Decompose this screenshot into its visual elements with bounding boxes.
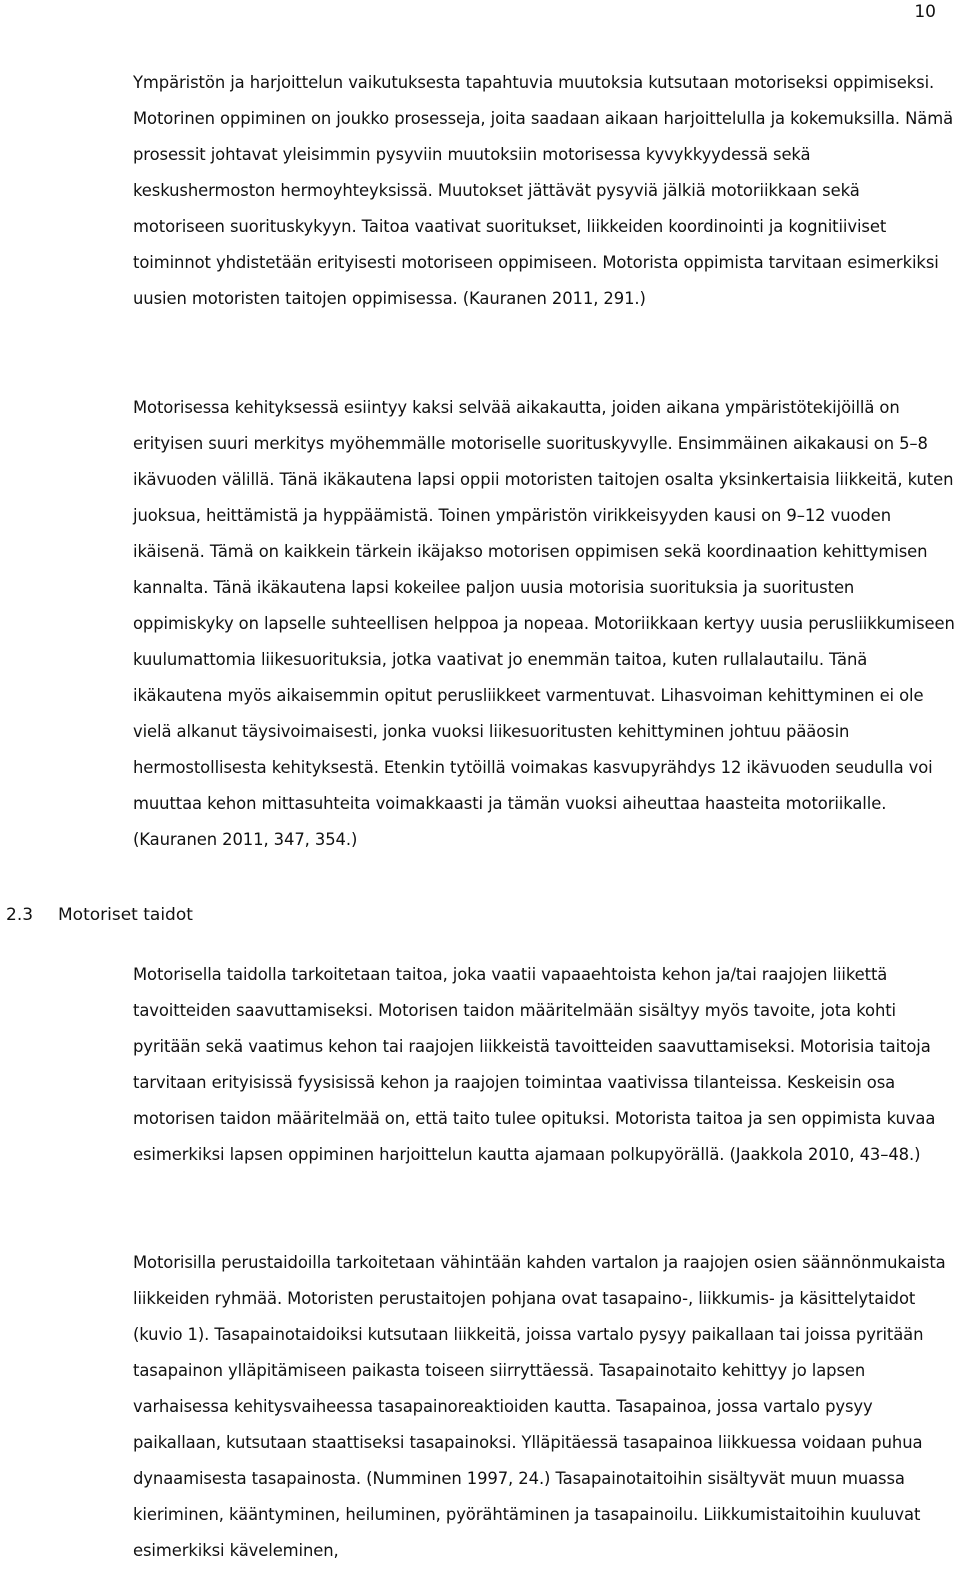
paragraph-basic-motor-skills: Motorisilla perustaidoilla tarkoitetaan vähintään kahden vartalon ja raajojen osien säännönmukaista liikkeiden ryhmää. Motoristen perustaitojen pohjana ovat tasapaino-, liikkumis- ja käsittelytaidot (kuvio 1). Tasapainotaidoiksi kutsutaan liikkeitä, joissa vartalo pysyy paikallaan tai joissa pyritään tasapainon ylläpitämiseen paikasta toiseen siirryttäessä. Tasapainotaito kehittyy jo lapsen varhaisessa kehitysvaiheessa tasapainoreaktioiden kautta. Tasapainoa, jossa vartalo pysyy paikallaan, kutsutaan staattiseksi tasapainoksi. Ylläpitäessä tasapainoa liikkuessa voidaan puhua dynaamisesta tasapainosta. (Numminen 1997, 24.) Tasapainotaitoihin sisältyvät muun muassa kieriminen, kääntyminen, heiluminen, pyörähtäminen ja tasapainoilu. Liikkumistaitoihin kuuluvat esimerkiksi käveleminen, xyxy=(133,1253,946,1560)
paragraph-motor-development-periods: Motorisessa kehityksessä esiintyy kaksi selvää aikakautta, joiden aikana ympäristötekijöillä on erityisen suuri merkitys myöhemmälle motoriselle suorituskyvylle. Ensimmäinen aikakausi on 5–8 ikävuoden välillä. Tänä ikäkautena lapsi oppii motoristen taitojen osalta yksinkertaisia liikkeitä, kuten juoksua, heittämistä ja hyppäämistä. Toinen ympäristön virikkeisyyden kausi on 9–12 vuoden ikäisenä. Tämä on kaikkein tärkein ikäjakso motorisen oppimisen sekä koordinaation kehittymisen kannalta. Tänä ikäkautena lapsi kokeilee paljon uusia motorisia suorituksia ja suoritusten oppimiskyky on lapselle suhteellisen helppoa ja nopeaa. Motoriikkaan kertyy uusia perusliikkumiseen kuulumattomia liikesuorituksia, jotka vaativat jo enemmän taitoa, kuten rullalautailu. Tänä ikäkautena myös aikaisemmin opitut perusliikkeet varmentuvat. Lihasvoiman kehittyminen ei ole vielä alkanut täysivoimaisesti, jonka vuoksi liikesuoritusten kehittyminen johtuu pääosin hermostollisesta kehityksestä. Etenkin tytöillä voimakas kasvupyrähdys 12 ikävuoden seudulla voi muuttaa kehon mittasuhteita voimakkaasti ja tämän vuoksi aiheuttaa haasteita motoriikalle. (Kauranen 2011, 347, 354.) xyxy=(133,398,955,849)
section-title: Motoriset taidot xyxy=(58,905,193,925)
paragraph-motor-learning: Ympäristön ja harjoittelun vaikutuksesta tapahtuvia muutoksia kutsutaan motoriseksi oppimiseksi. Motorinen oppiminen on joukko prosesseja, joita saadaan aikaan harjoittelulla ja kokemuksilla. Nämä prosessit johtavat yleisimmin pysyviin muutoksiin motorisessa kyvykkyydessä sekä keskushermoston hermoyhteyksissä. Muutokset jättävät pysyviä jälkiä motoriikkaan sekä motoriseen suorituskykyyn. Taitoa vaativat suoritukset, liikkeiden koordinointi ja kognitiiviset toiminnot yhdistetään erityisesti motoriseen oppimiseen. Motorista oppimista tarvitaan esimerkiksi uusien motoristen taitojen oppimisessa. (Kauranen 2011, 291.) xyxy=(133,73,954,308)
page-number: 10 xyxy=(914,2,936,22)
paragraph-motor-skill-definition: Motorisella taidolla tarkoitetaan taitoa, joka vaatii vapaaehtoista kehon ja/tai raajojen liikettä tavoitteiden saavuttamiseksi. Motorisen taidon määritelmään sisältyy myös tavoite, jota kohti pyritään sekä vaatimus kehon tai raajojen liikkeistä tavoitteiden saavuttamiseksi. Motorisia taitoja tarvitaan erityisissä fyysisissä kehon ja raajojen toimintaa vaativissa tilanteissa. Keskeisin osa motorisen taidon määritelmää on, että taito tulee opituksi. Motorista taitoa ja sen oppimista kuvaa esimerkiksi lapsen oppiminen harjoittelun kautta ajamaan polkupyörällä. (Jaakkola 2010, 43–48.) xyxy=(133,965,936,1164)
section-number: 2.3 xyxy=(6,905,34,925)
section-heading xyxy=(6,900,193,930)
